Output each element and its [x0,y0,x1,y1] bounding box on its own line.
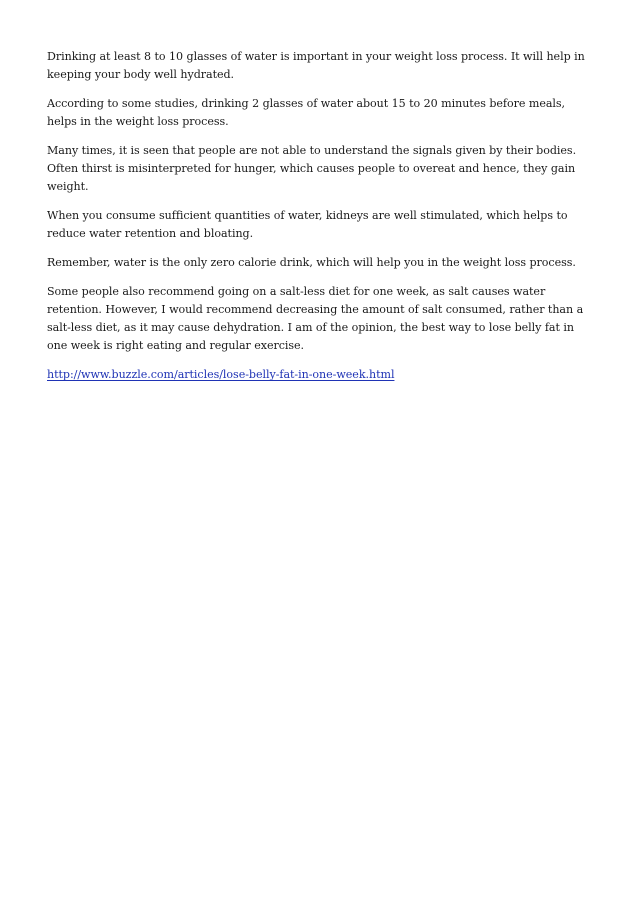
paragraph-salt-diet: Some people also recommend going on a salt-less diet for one week, as salt causes water retention. However, I would recommend decreasing the amount of salt consumed, rather than a salt-less diet, as it may cause dehydration. I am of the opinion, the best way to lose belly fat in one week is right eating and regular exercise. [47,285,584,352]
document-page [47,48,595,395]
source-link-paragraph [47,366,595,384]
paragraph-zero-calorie: Remember, water is the only zero calorie drink, which will help you in the weight loss process. [47,256,576,269]
paragraph-thirst-hunger: Many times, it is seen that people are not able to understand the signals given by their bodies. Often thirst is misinterpreted for hunger, which causes people to overeat and hence, they gain weight. [47,144,577,193]
paragraph-before-meals: According to some studies, drinking 2 glasses of water about 15 to 20 minutes before meals, helps in the weight loss process. [47,97,566,128]
paragraph-water-intake: Drinking at least 8 to 10 glasses of water is important in your weight loss process. It will help in keeping your body well hydrated. [47,50,585,81]
paragraph-kidneys: When you consume sufficient quantities of water, kidneys are well stimulated, which helps to reduce water retention and bloating. [47,209,568,240]
source-link[interactable]: http://www.buzzle.com/articles/lose-belly-fat-in-one-week.html [47,368,395,381]
